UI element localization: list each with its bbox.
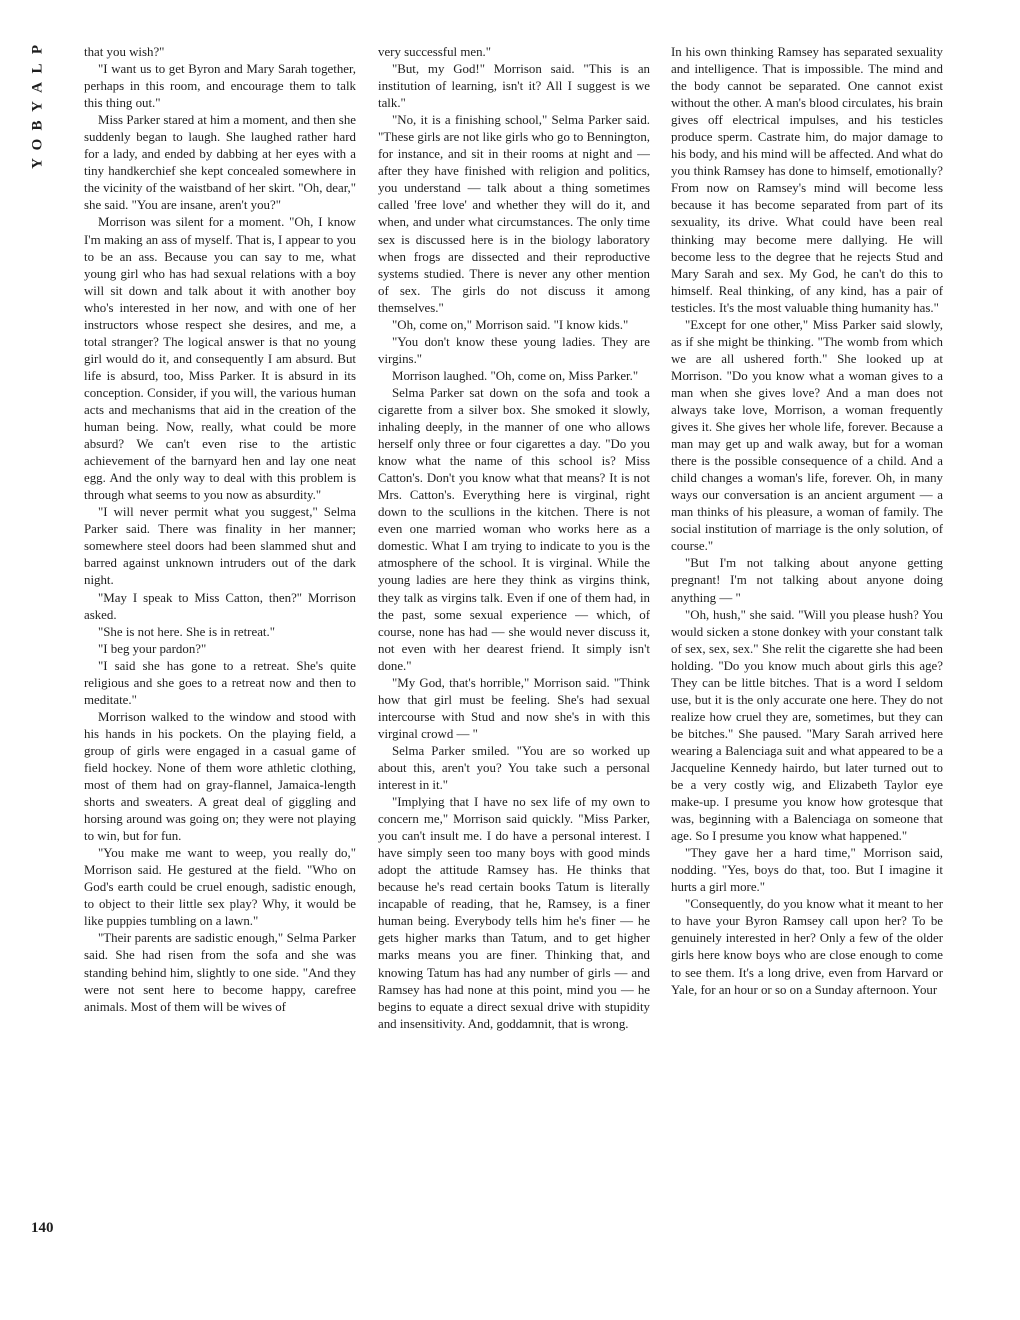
masthead-letter: Y: [29, 158, 46, 169]
paragraph: Miss Parker stared at him a moment, and then she suddenly began to laugh. She laughed rather hard for a lady, and ended by dabbing at her eyes with a tiny handkerchief she kept concealed somewhere in the vicinity of the waistband of her skirt. "Oh, dear," she said. "You are insane, aren't you?": [84, 113, 356, 213]
paragraph: "May I speak to Miss Catton, then?" Morrison asked.: [84, 590, 356, 622]
paragraph: very successful men.": [378, 45, 492, 59]
paragraph: Morrison laughed. "Oh, come on, Miss Parker.": [392, 368, 639, 383]
text-column-1: [84, 44, 356, 1294]
paragraph: "I will never permit what you suggest," Selma Parker said. There was finality in her manner; somewhere steel doors had been slammed shut and barred against unknown intruders out of the dark night.: [84, 505, 356, 588]
paragraph: Morrison walked to the window and stood with his hands in his pockets. On the playing field, a group of girls were engaged in a casual game of field hockey. None of them wore athletic clothing, most of them had on gray-flannel, Jamaica-length shorts and sweaters. A great deal of giggling and horsing around was going on; they were not playing to win, but for fun.: [84, 709, 356, 844]
masthead-letter: B: [29, 120, 46, 131]
paragraph: "I beg your pardon?": [98, 641, 207, 656]
article-body: [0, 44, 1020, 1294]
paragraph: In his own thinking Ramsey has separated sexuality and intelligence. That is impossible. The mind and the body cannot be separated. One cannot exist without the other. A man's blood circulates, his brain gives off electrical impulses, and his testicles produce sperm. Castrate him, do major damage to his body, and his mind will be affected. And what do you think Ramsey has done to himself, emotionally? From now on Ramsey's mind will become less because it has become separated from part of its sexuality, its drive. What could have been real thinking may become mere dallying. He will become less to the degree that he rejects Stud and Mary Sarah and sex. My God, he can't do this to himself. Real thinking, of any kind, has a pair of testicles. It's the most valuable thing humanity has.": [671, 45, 943, 315]
paragraph: "You don't know these young ladies. They are virgins.": [378, 334, 650, 366]
paragraph: "My God, that's horrible," Morrison said. "Think how that girl must be feeling. She's had sexual intercourse with Stud and now she's in with this virginal crowd — ": [378, 675, 650, 741]
paragraph: that you wish?": [84, 45, 165, 59]
masthead-letter: P: [29, 44, 46, 55]
paragraph: Selma Parker sat down on the sofa and took a cigarette from a silver box. She smoked it slowly, inhaling deeply, in the manner of one who allows herself only three or four cigarettes a day. "Do you know what the name of this school is? Miss Catton's. Don't you know what that means? It is not Mrs. Catton's. Everything here is virginal, right down to the scullions in the kitchen. There is not even one married woman who works here as a domestic. What I am trying to indicate to you is the atmosphere of the school. It is virginal. While the young ladies are here they think as virgins think, they talk as virgins talk. Even if one of them had, in the past, some sexual experience — which, of course, none has had — she would never discuss it, not even with her dearest friend. It simply isn't done.": [378, 385, 650, 673]
page-number: 140: [31, 1220, 54, 1236]
masthead-letter: O: [29, 138, 46, 151]
paragraph: "Their parents are sadistic enough," Selma Parker said. She had risen from the sofa and she was standing behind him, slightly to one side. "And they were not sent here to become happy, carefree animals. Most of them will be wives of: [84, 931, 356, 1014]
paragraph: Selma Parker smiled. "You are so worked up about this, aren't you? You take such a personal interest in it.": [378, 743, 650, 793]
paragraph: "But, my God!" Morrison said. "This is an institution of learning, isn't it? All I suggest is we talk.": [378, 62, 650, 111]
text-column-3: [671, 44, 943, 1294]
paragraph: "But I'm not talking about anyone getting pregnant! I'm not talking about anyone doing anything — ": [671, 556, 943, 605]
paragraph: "Except for one other," Miss Parker said slowly, as if she might be thinking. "The womb from which we are all ushered forth." She looked up at Morrison. "Do you know what a woman gives to a man when she gives love? And a man does not always take love, Morrison, a woman frequently gives it. She gives her whole life, forever. Because a man may get up and walk away, but for a woman there is the possible consequence of a child. And a child changes a woman's life, forever. Oh, in many ways our conversation is an ancient argument — a man thinks of his pleasure, a woman of family. The social institution of marriage is the only solution, of course.": [671, 317, 943, 554]
paragraph: "No, it is a finishing school," Selma Parker said. "These girls are not like girls who go to Bennington, for instance, and sit in their rooms at night and — after they have finished with religion and politics, you understand — talk about a thing sometimes called 'free love' and whether they will do it, and when, and under what circumstances. The only time sex is discussed here is in the biology laboratory when frogs are dissected and their reproductive systems studied. There is never any other mention of sex. The girls do not discuss it among themselves.": [378, 113, 650, 315]
paragraph: "I said she has gone to a retreat. She's quite religious and she goes to a retreat now and then to meditate.": [84, 658, 356, 707]
paragraph: "Consequently, do you know what it meant to her to have your Byron Ramsey call upon her? To be genuinely interested in her? Only a few of the older girls here know boys who are close enough to come to see them. It's a long drive, even from Harvard or Yale, for an hour or so on a Sunday afternoon. Your: [671, 897, 943, 997]
paragraph: Morrison was silent for a moment. "Oh, I know I'm making an ass of myself. That is, I appear to you to be an ass. Because you can say to me, what young girl who has had sexual relations with a boy will sit down and talk about it with another boy who's interested in her now, and with one of her instructors whose respect she desires, and me, a total stranger? The logical answer is that no young girl would do it, and consequently I am absurd. But life is absurd, too, Miss Parker. It is absurd in its conception. Consider, if you will, the various human acts and mechanisms that aid in the creation of the human being. Now, really, what could be more absurd? We can't even rise to the artistic achievement of the barnyard hen and lay one neat egg. And the only way to deal with this problem is through what seems to you now as absurdity.": [84, 215, 356, 503]
text-column-2: [378, 44, 650, 1294]
paragraph: "I want us to get Byron and Mary Sarah together, perhaps in this room, and encourage them to talk this thing out.": [84, 62, 356, 111]
paragraph: "She is not here. She is in retreat.": [98, 624, 275, 639]
paragraph: "Implying that I have no sex life of my own to concern me," Morrison said quickly. "Miss Parker, you can't insult me. I do have a personal interest. I have simply seen too many boys with good minds adopt the attitude Ramsey has. He thinks that because he's read certain books Tatum is literally incapable of reading, that he, Ramsey, is a finer human being. Everybody tells him he's finer — he gets higher marks than Tatum, and to get higher marks means you are finer. Thinking that, and knowing Tatum has had any number of girls — and Ramsey has had none at this point, mind you — he begins to equate a direct sexual drive with stupidity and insensitivity. And, goddamnit, that is wrong.: [378, 795, 650, 1031]
paragraph: "They gave her a hard time," Morrison said, nodding. "Yes, boys do that, too. But I imagine it hurts a girl more.": [671, 846, 943, 895]
masthead-letter: A: [29, 82, 46, 93]
masthead-letter: L: [29, 63, 46, 74]
masthead-letter: Y: [29, 101, 46, 112]
paragraph: "You make me want to weep, you really do," Morrison said. He gestured at the field. "Who on God's earth could be cruel enough, sadistic enough, to object to their little sex play? Why, it would be like puppies tumbling on a lawn.": [84, 846, 356, 929]
paragraph: "Oh, come on," Morrison said. "I know kids.": [392, 317, 629, 332]
paragraph: "Oh, hush," she said. "Will you please hush? You would sicken a stone donkey with your constant talk of sex, sex, sex." She relit the cigarette she had been holding. "Do you know much about girls this age? They can be little bitches. That is a word I seldom use, but it is the only accurate one here. They do not realize how cruel they are, sometimes, but they can be bitches." She paused. "Mary Sarah arrived here wearing a Balenciaga suit and what appeared to be a Jacqueline Kennedy hairdo, but later turned out to be a very costly wig, and Elizabeth Taylor eye make-up. I presume you know how grotesque that was, beginning with a Balenciaga on someone that age. So I presume you know what happened.": [671, 607, 943, 844]
